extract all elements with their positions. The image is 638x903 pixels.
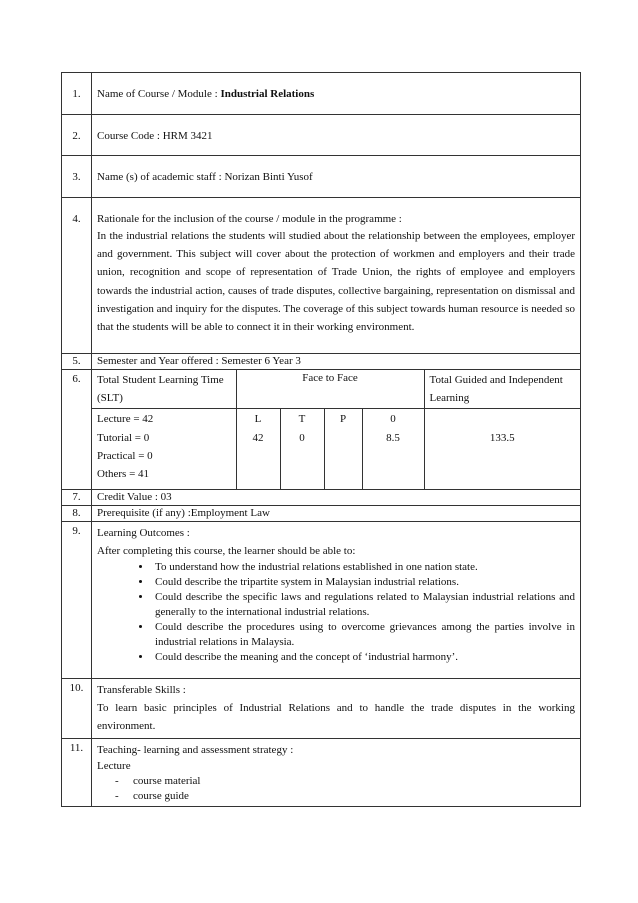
- transferable-skills-body: To learn basic principles of Industrial Relations and to handle the trade disputes in the working environment.: [97, 702, 575, 733]
- row-course-code: [62, 115, 581, 156]
- academic-staff: Name (s) of academic staff : Norizan Binti Yusof: [92, 156, 581, 198]
- row-number: 11.: [62, 738, 92, 806]
- learning-outcomes-intro: After completing this course, the learner should be able to:: [97, 545, 356, 558]
- row-number: 1.: [62, 73, 92, 115]
- row-slt: [62, 370, 581, 490]
- course-code: Course Code : HRM 3421: [92, 115, 581, 156]
- other-hours: Others = 41: [97, 468, 150, 481]
- tutorial-header: T: [298, 413, 306, 426]
- row-semester: [62, 354, 581, 370]
- list-item: • Could describe the meaning and the concept of ‘industrial harmony’.: [152, 650, 575, 665]
- lecture-column: [236, 409, 280, 489]
- learning-outcomes-heading: Learning Outcomes :: [97, 526, 190, 539]
- list-item: • Could describe the tripartite system in Malaysian industrial relations.: [152, 575, 575, 590]
- teaching-strategy-subheading: Lecture: [97, 760, 131, 773]
- transferable-skills-heading: Transferable Skills :: [97, 683, 186, 696]
- row-teaching-strategy: [62, 738, 581, 806]
- row-transferable-skills: [62, 678, 581, 738]
- row-number: 4.: [62, 198, 92, 354]
- row-number: 10.: [62, 678, 92, 738]
- list-item: - course guide: [133, 789, 575, 804]
- teaching-strategy-heading: Teaching- learning and assessment strategy :: [97, 743, 294, 756]
- slt-breakdown: [92, 409, 236, 489]
- practical-column: [324, 409, 362, 489]
- list-item: • To understand how the industrial relations established in one nation state.: [152, 560, 575, 575]
- semester-year: Semester and Year offered : Semester 6 Year 3: [92, 354, 581, 370]
- guided-independent-label: Total Guided and Independent Learning: [424, 370, 580, 409]
- row-number: 7.: [62, 489, 92, 505]
- list-item: • Could describe the specific laws and regulations related to Malaysian industrial relations and generally to the international industrial relations.: [152, 590, 575, 620]
- row-credit: [62, 489, 581, 505]
- face-to-face-label: Face to Face: [236, 370, 424, 409]
- teaching-strategy-list: [97, 774, 575, 804]
- credit-value: Credit Value : 03: [92, 489, 581, 505]
- row-prerequisite: [62, 505, 581, 521]
- practical-header: P: [339, 413, 347, 426]
- row-number: 9.: [62, 521, 92, 678]
- slt-table: [92, 370, 580, 489]
- list-item: - course material: [133, 774, 575, 789]
- slt-label: Total Student Learning Time (SLT): [92, 370, 236, 409]
- lecture-value: 42: [252, 431, 264, 444]
- row-learning-outcomes: [62, 521, 581, 678]
- rationale-heading: Rationale for the inclusion of the course / module in the programme :: [97, 213, 402, 225]
- course-name-label: Name of Course / Module :: [97, 88, 221, 100]
- other-value: 8.5: [386, 431, 400, 444]
- tutorial-value: 0: [299, 431, 305, 444]
- tutorial-column: [280, 409, 324, 489]
- practical-hours: Practical = 0: [97, 449, 153, 462]
- row-course-name: [62, 73, 581, 115]
- total-slt: 133.5: [424, 409, 580, 489]
- row-number: 5.: [62, 354, 92, 370]
- course-syllabus-table: [61, 72, 581, 807]
- row-number: 3.: [62, 156, 92, 198]
- prerequisite: Prerequisite (if any) :Employment Law: [92, 505, 581, 521]
- row-number: 2.: [62, 115, 92, 156]
- row-academic-staff: [62, 156, 581, 198]
- list-item: • Could describe the procedures using to overcome grievances among the parties involve in industrial relations in Malaysia.: [152, 620, 575, 650]
- tutorial-hours: Tutorial = 0: [97, 431, 150, 444]
- row-number: 8.: [62, 505, 92, 521]
- row-rationale: [62, 198, 581, 354]
- lecture-hours: Lecture = 42: [97, 413, 154, 426]
- lecture-header: L: [254, 413, 262, 426]
- learning-outcomes-list: [97, 560, 575, 665]
- other-header: 0: [390, 413, 396, 426]
- course-name-value: Industrial Relations: [220, 88, 315, 100]
- row-number: 6.: [62, 370, 92, 490]
- rationale-body: In the industrial relations the students will studied about the relationship between the employees, employer and government. This subject will cover about the protection of workmen and employers and their trade union, recognition and scope of representation of Trade Union, the rights of employee and employers towards the industrial action, causes of trade disputes, collective bargaining, representation on dismissal and investigation and inquiry for the disputes. The coverage of this subject towards human resource is needed so that the students will be able to connect it in their working environment.: [97, 230, 575, 334]
- other-column: [362, 409, 424, 489]
